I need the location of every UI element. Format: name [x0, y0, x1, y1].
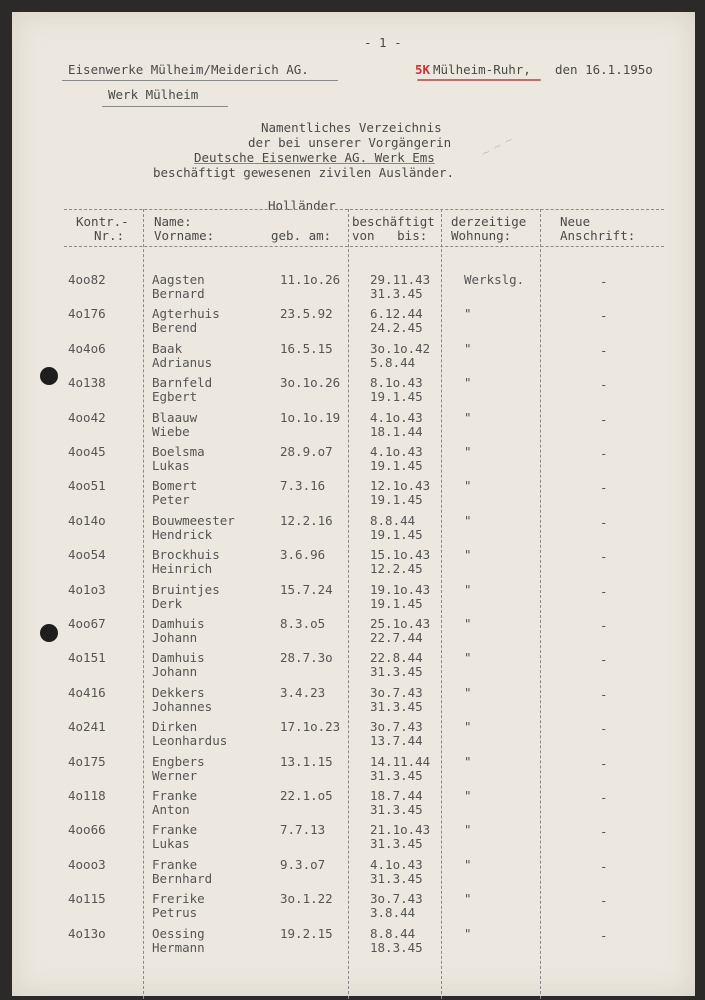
current-residence: "	[464, 753, 472, 769]
kontr-nr: 4o416	[68, 684, 106, 700]
birth-date: 28.7.3o	[280, 650, 333, 666]
surname: Boelsma	[152, 444, 205, 459]
employed-from: 4.1o.43	[370, 856, 423, 872]
surname: Franke	[152, 856, 198, 872]
new-address: -	[600, 377, 608, 393]
table-row	[12, 719, 695, 753]
surname: Damhuis	[152, 650, 205, 666]
birth-date: 9.3.o7	[280, 856, 326, 872]
employed-from: 6.12.44	[370, 306, 423, 322]
first-name: Derk	[152, 595, 183, 611]
employed-from: 14.11.44	[370, 753, 431, 769]
first-name: Anton	[152, 802, 190, 817]
first-name: Heinrich	[152, 561, 213, 577]
first-name: Berend	[152, 320, 198, 336]
employed-from: 18.7.44	[370, 788, 423, 803]
table-row	[12, 685, 695, 719]
surname: Baak	[152, 340, 183, 356]
employed-from: 3o.7.43	[370, 719, 423, 735]
surname: Dirken	[152, 719, 198, 735]
first-name: Johann	[152, 630, 198, 645]
table-row	[12, 857, 695, 891]
letter-date: den 16.1.195o	[555, 62, 653, 77]
employed-from: 3o.1o.42	[370, 340, 431, 356]
birth-date: 12.2.16	[280, 512, 333, 528]
current-residence: "	[464, 856, 472, 872]
employed-until: 19.1.45	[370, 492, 423, 508]
current-residence: "	[464, 547, 472, 563]
table-row	[12, 616, 695, 650]
birth-date: 23.5.92	[280, 306, 333, 322]
employed-until: 31.3.45	[370, 286, 423, 301]
first-name: Johann	[152, 664, 198, 680]
current-residence: "	[464, 788, 472, 803]
document-page	[12, 12, 695, 996]
kontr-nr: 4o138	[68, 375, 106, 391]
birth-date: 22.1.o5	[280, 788, 333, 803]
table-row	[12, 341, 695, 375]
birth-date: 19.2.15	[280, 925, 333, 941]
kontr-nr: 4o151	[68, 650, 106, 666]
table-row	[12, 478, 695, 512]
surname: Oessing	[152, 925, 205, 941]
current-residence: "	[464, 891, 472, 907]
first-name: Lukas	[152, 836, 190, 852]
employed-from: 8.8.44	[370, 512, 416, 528]
birth-date: 15.7.24	[280, 581, 333, 597]
first-name: Lukas	[152, 458, 190, 473]
employed-from: 12.1o.43	[370, 478, 431, 494]
employed-until: 31.3.45	[370, 870, 423, 886]
kontr-nr: 4oo66	[68, 822, 106, 838]
kontr-nr: 4o118	[68, 788, 106, 803]
table-row	[12, 547, 695, 581]
kontr-nr: 4o14o	[68, 512, 106, 528]
surname: Bomert	[152, 478, 198, 494]
table-row	[12, 582, 695, 616]
col-header-name: Name: Vorname:	[154, 214, 215, 243]
kontr-nr: 4o115	[68, 891, 106, 907]
current-residence: "	[464, 340, 472, 356]
current-residence: "	[464, 650, 472, 666]
new-address: -	[600, 686, 608, 702]
col-header-geb: geb. am:	[271, 228, 332, 243]
kontr-nr: 4oo45	[68, 444, 106, 459]
heading-line-4: beschäftigt gewesenen zivilen Ausländer.	[153, 165, 455, 180]
birth-date: 3.4.23	[280, 684, 326, 700]
kontr-nr: 4oo42	[68, 409, 106, 425]
new-address: -	[600, 583, 608, 599]
employed-until: 12.2.45	[370, 561, 423, 577]
heading-line-3: Deutsche Eisenwerke AG. Werk Ems	[194, 150, 435, 165]
page-number: - 1 -	[364, 35, 402, 50]
table-row	[12, 444, 695, 478]
company-underline	[62, 80, 338, 81]
surname: Aagsten	[152, 272, 205, 287]
kontr-nr: 4o175	[68, 753, 106, 769]
table-row	[12, 410, 695, 444]
new-address: -	[600, 342, 608, 358]
kontr-nr: 4ooo3	[68, 856, 106, 872]
place-prefix: 5K	[415, 62, 431, 77]
new-address: -	[600, 446, 608, 461]
birth-date: 3.6.96	[280, 547, 326, 563]
new-address: -	[600, 308, 608, 324]
employed-until: 19.1.45	[370, 389, 423, 405]
current-residence: "	[464, 684, 472, 700]
employed-from: 8.8.44	[370, 925, 416, 941]
table-top-rule	[64, 209, 664, 210]
surname: Frerike	[152, 891, 205, 907]
table-row	[12, 822, 695, 856]
first-name: Bernhard	[152, 870, 213, 886]
first-name: Peter	[152, 492, 190, 508]
new-address: -	[600, 549, 608, 565]
birth-date: 1o.1o.19	[280, 409, 341, 425]
new-address: -	[600, 411, 608, 427]
table-header-rule	[64, 246, 664, 247]
first-name: Hermann	[152, 939, 205, 955]
surname: Barnfeld	[152, 375, 213, 391]
current-residence: "	[464, 925, 472, 941]
heading-line-2: der bei unserer Vorgängerin	[248, 135, 452, 150]
employed-until: 13.7.44	[370, 733, 423, 749]
col-header-anschrift: Neue Anschrift:	[560, 214, 636, 243]
employed-until: 31.3.45	[370, 802, 423, 817]
employed-until: 18.3.45	[370, 939, 423, 955]
employed-until: 31.3.45	[370, 698, 423, 714]
nationality-heading: Holländer	[268, 198, 336, 213]
employed-from: 25.1o.43	[370, 616, 431, 631]
current-residence: "	[464, 822, 472, 838]
new-address: -	[600, 618, 608, 633]
surname: Agterhuis	[152, 306, 220, 322]
kontr-nr: 4o176	[68, 306, 106, 322]
kontr-nr: 4oo82	[68, 272, 106, 287]
place-name: Mülheim-Ruhr,	[433, 62, 531, 77]
employed-until: 18.1.44	[370, 423, 423, 439]
first-name: Leonhardus	[152, 733, 228, 749]
table-row	[12, 788, 695, 822]
table-row	[12, 650, 695, 684]
new-address: -	[600, 927, 608, 943]
birth-date: 16.5.15	[280, 340, 333, 356]
first-name: Bernard	[152, 286, 205, 301]
birth-date: 7.7.13	[280, 822, 326, 838]
new-address: -	[600, 824, 608, 840]
employed-until: 19.1.45	[370, 526, 423, 542]
surname: Engbers	[152, 753, 205, 769]
employed-from: 29.11.43	[370, 272, 431, 287]
table-row	[12, 926, 695, 960]
new-address: -	[600, 514, 608, 530]
pencil-annotation: ~ ~ ~	[478, 132, 516, 161]
surname: Franke	[152, 822, 198, 838]
first-name: Johannes	[152, 698, 213, 714]
kontr-nr: 4o241	[68, 719, 106, 735]
birth-date: 11.1o.26	[280, 272, 341, 287]
employed-until: 24.2.45	[370, 320, 423, 336]
surname: Blaauw	[152, 409, 198, 425]
table-row	[12, 306, 695, 340]
new-address: -	[600, 721, 608, 737]
current-residence: "	[464, 306, 472, 322]
first-name: Petrus	[152, 905, 198, 921]
col-header-beschaeftigt: beschäftigt von bis:	[352, 214, 435, 243]
kontr-nr: 4oo54	[68, 547, 106, 563]
new-address: -	[600, 755, 608, 771]
current-residence: "	[464, 616, 472, 631]
employed-from: 21.1o.43	[370, 822, 431, 838]
table-row	[12, 754, 695, 788]
table-row	[12, 513, 695, 547]
new-address: -	[600, 480, 608, 496]
col-header-wohnung: derzeitige Wohnung:	[451, 214, 527, 243]
surname: Franke	[152, 788, 198, 803]
employed-from: 8.1o.43	[370, 375, 423, 391]
kontr-nr: 4oo51	[68, 478, 106, 494]
employed-from: 3o.7.43	[370, 891, 423, 907]
birth-date: 8.3.o5	[280, 616, 326, 631]
employed-until: 19.1.45	[370, 458, 423, 473]
kontr-nr: 4o1o3	[68, 581, 106, 597]
birth-date: 28.9.o7	[280, 444, 333, 459]
surname: Dekkers	[152, 684, 205, 700]
employed-from: 4.1o.43	[370, 444, 423, 459]
employed-until: 31.3.45	[370, 767, 423, 783]
kontr-nr: 4o4o6	[68, 340, 106, 356]
new-address: -	[600, 893, 608, 909]
birth-date: 7.3.16	[280, 478, 326, 494]
plant-underline	[102, 106, 228, 107]
kontr-nr: 4oo67	[68, 616, 106, 631]
birth-date: 3o.1o.26	[280, 375, 341, 391]
first-name: Adrianus	[152, 354, 213, 370]
surname: Bruintjes	[152, 581, 220, 597]
new-address: -	[600, 790, 608, 805]
first-name: Hendrick	[152, 526, 213, 542]
birth-date: 3o.1.22	[280, 891, 333, 907]
current-residence: "	[464, 444, 472, 459]
surname: Bouwmeester	[152, 512, 235, 528]
employed-from: 3o.7.43	[370, 684, 423, 700]
table-row	[12, 375, 695, 409]
company-name: Eisenwerke Mülheim/Meiderich AG.	[68, 62, 309, 77]
current-residence: "	[464, 512, 472, 528]
employed-until: 3.8.44	[370, 905, 416, 921]
current-residence: "	[464, 409, 472, 425]
company-plant: Werk Mülheim	[108, 87, 199, 102]
table-row	[12, 891, 695, 925]
employed-until: 31.3.45	[370, 664, 423, 680]
current-residence: Werkslg.	[464, 272, 525, 287]
table-row	[12, 272, 695, 306]
employed-until: 22.7.44	[370, 630, 423, 645]
employed-until: 5.8.44	[370, 354, 416, 370]
employed-from: 22.8.44	[370, 650, 423, 666]
new-address: -	[600, 858, 608, 874]
birth-date: 13.1.15	[280, 753, 333, 769]
first-name: Werner	[152, 767, 198, 783]
new-address: -	[600, 652, 608, 668]
current-residence: "	[464, 478, 472, 494]
current-residence: "	[464, 375, 472, 391]
kontr-nr: 4o13o	[68, 925, 106, 941]
employed-until: 19.1.45	[370, 595, 423, 611]
place-red-underline	[417, 79, 541, 81]
new-address: -	[600, 274, 608, 289]
birth-date: 17.1o.23	[280, 719, 341, 735]
surname: Damhuis	[152, 616, 205, 631]
current-residence: "	[464, 719, 472, 735]
employed-until: 31.3.45	[370, 836, 423, 852]
employed-from: 19.1o.43	[370, 581, 431, 597]
col-header-kontr: Kontr.- Nr.:	[76, 214, 129, 243]
employed-from: 15.1o.43	[370, 547, 431, 563]
current-residence: "	[464, 581, 472, 597]
first-name: Egbert	[152, 389, 198, 405]
surname: Brockhuis	[152, 547, 220, 563]
employed-from: 4.1o.43	[370, 409, 423, 425]
first-name: Wiebe	[152, 423, 190, 439]
heading-line-1: Namentliches Verzeichnis	[261, 120, 442, 135]
